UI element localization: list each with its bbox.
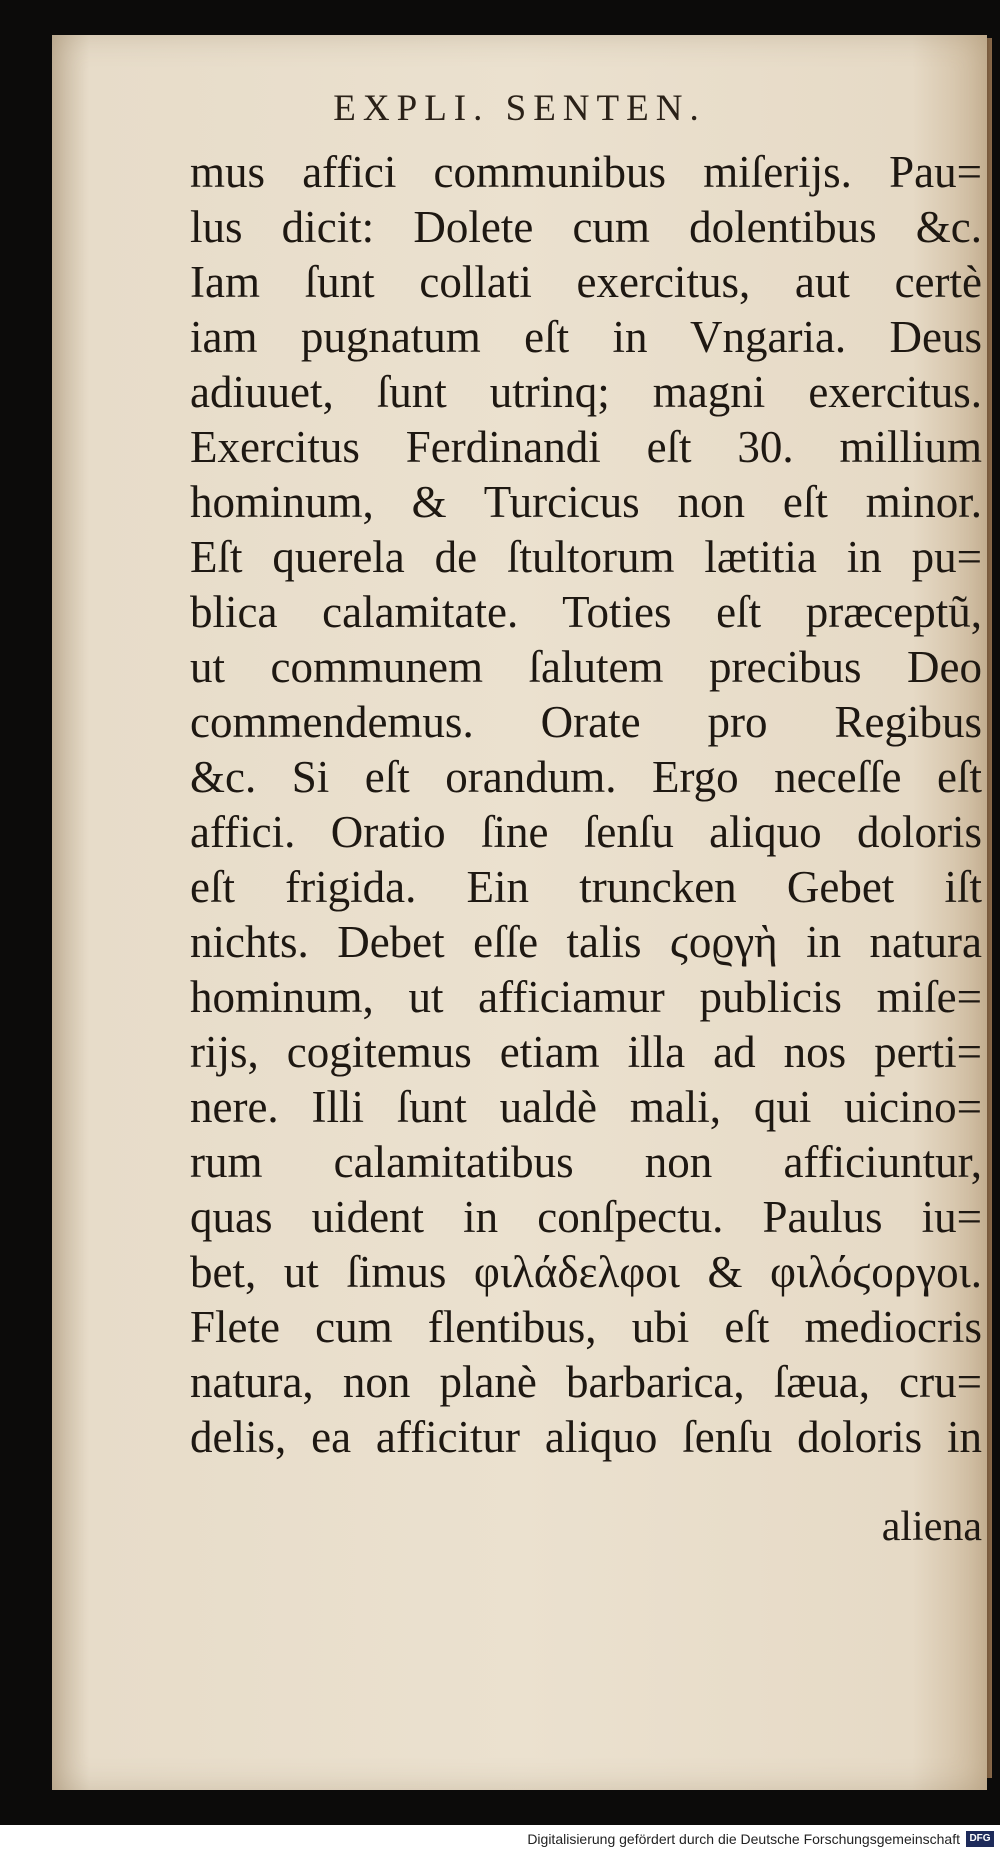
text-line: blica calamitate. Toties eſt præceptũ,: [190, 587, 982, 637]
text-line: rum calamitatibus non afficiuntur,: [190, 1137, 982, 1187]
digitization-credit-bar: [0, 1825, 1000, 1851]
text-line: affici. Oratio ſine ſenſu aliquo doloris: [190, 807, 982, 857]
running-head: EXPLI. SENTEN.: [333, 88, 706, 129]
text-line: nere. Illi ſunt ualdè mali, qui uicino=: [190, 1082, 982, 1132]
text-line: Eſt querela de ſtultorum lætitia in pu=: [190, 532, 982, 582]
text-line: ut communem ſalutem precibus Deo: [190, 642, 982, 692]
text-line: commendemus. Orate pro Regibus: [190, 697, 982, 747]
text-line: &c. Si eſt orandum. Ergo neceſſe eſt: [190, 752, 982, 802]
dfg-logo-icon: DFG: [966, 1831, 994, 1847]
text-line: rijs, cogitemus etiam illa ad nos perti=: [190, 1027, 982, 1077]
text-line: quas uident in conſpectu. Paulus iu=: [190, 1192, 982, 1242]
text-line: Exercitus Ferdinandi eſt 30. millium: [190, 422, 982, 472]
text-line: lus dicit: Dolete cum dolentibus &c.: [190, 202, 982, 252]
text-line: eſt frigida. Ein truncken Gebet iſt: [190, 862, 982, 912]
text-line: hominum, & Turcicus non eſt minor.: [190, 477, 982, 527]
text-line: delis, ea afficitur aliquo ſenſu doloris in: [190, 1412, 982, 1462]
text-line: hominum, ut afficiamur publicis miſe=: [190, 972, 982, 1022]
credit-text: Digitalisierung gefördert durch die Deutsche Forschungsgemeinschaft: [527, 1831, 960, 1847]
text-line: bet, ut ſimus φιλάδελφοι & φιλόϛοργοι.: [190, 1247, 982, 1297]
text-line: Flete cum flentibus, ubi eſt mediocris: [190, 1302, 982, 1352]
book-page: [52, 35, 987, 1790]
text-line: nichts. Debet eſſe talis ϛοϱγὴ in natura: [190, 917, 982, 967]
text-line: natura, non planè barbarica, ſæua, cru=: [190, 1357, 982, 1407]
body-text: [190, 145, 982, 1465]
catchword: aliena: [881, 1504, 982, 1550]
text-line: Iam ſunt collati exercitus, aut certè: [190, 257, 982, 307]
text-line: mus affici communibus miſerijs. Pau=: [190, 147, 982, 197]
text-line: adiuuet, ſunt utrinq; magni exercitus.: [190, 367, 982, 417]
text-line: iam pugnatum eſt in Vngaria. Deus: [190, 312, 982, 362]
